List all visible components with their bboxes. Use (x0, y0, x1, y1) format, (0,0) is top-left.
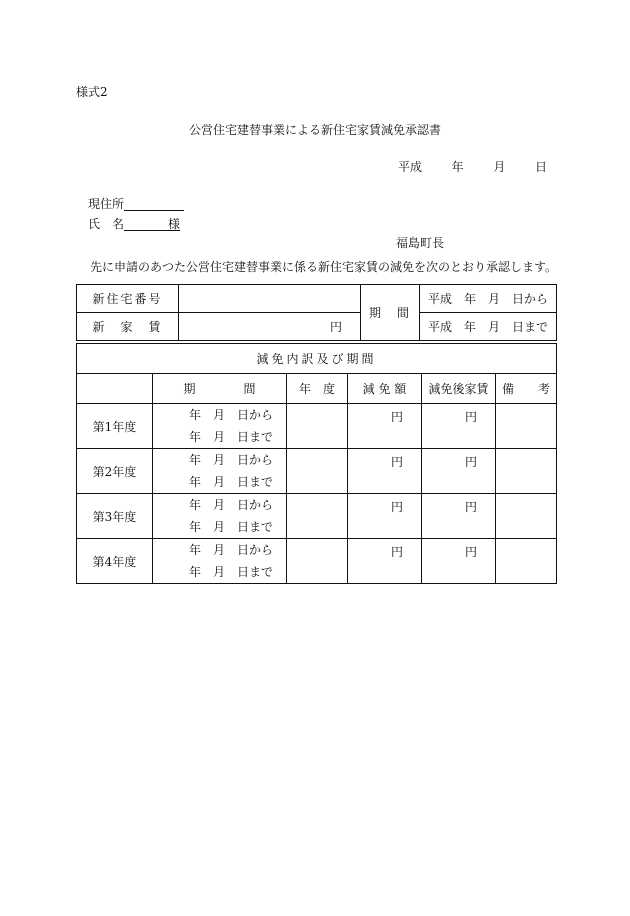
reduction-table (76, 343, 557, 584)
remarks-cell[interactable] (496, 539, 557, 584)
address-label: 現住所 (88, 197, 125, 211)
document-title: 公営住宅建替事業による新住宅家賃減免承認書 (188, 123, 441, 137)
name-label: 氏 名 (88, 217, 125, 231)
rent-after-cell[interactable] (422, 449, 496, 494)
header-fiscal-year: 年 度 (287, 374, 348, 404)
date-year: 年 (451, 160, 464, 174)
honorific: 様 (168, 217, 181, 231)
period-cell (153, 494, 287, 539)
year-label: 第4年度 (77, 539, 153, 584)
remarks-cell[interactable] (496, 449, 557, 494)
period-cell (153, 539, 287, 584)
form-number: 様式2 (76, 85, 108, 99)
yen-unit: 円 (464, 455, 477, 469)
rent-unit: 円 (329, 320, 342, 334)
yen-unit: 円 (390, 455, 403, 469)
table-row (77, 449, 557, 494)
period-label: 期 間 (361, 285, 420, 341)
issue-date (398, 160, 547, 174)
year-label: 第2年度 (77, 449, 153, 494)
fiscal-year-cell[interactable] (287, 449, 348, 494)
section-row (77, 344, 557, 374)
fiscal-year-cell[interactable] (287, 494, 348, 539)
period-to: 年 月 日まで (189, 565, 274, 579)
period-to: 年 月 日まで (189, 430, 274, 444)
year-label: 第1年度 (77, 404, 153, 449)
house-number-label: 新住宅番号 (77, 285, 179, 313)
table-row (77, 494, 557, 539)
header-reduction: 減 免 額 (348, 374, 422, 404)
header-rent-after: 減免後家賃 (422, 374, 496, 404)
date-era: 平成 (398, 160, 423, 174)
body-text: 先に申請のあつた公営住宅建替事業に係る新住宅家賃の減免を次のとおり承認します。 (90, 260, 558, 274)
rent-row (77, 313, 557, 341)
name-line (88, 217, 180, 231)
period-from: 年 月 日から (189, 543, 274, 557)
period-to: 年 月 日まで (189, 520, 274, 534)
yen-unit: 円 (390, 410, 403, 424)
remarks-cell[interactable] (496, 404, 557, 449)
reduction-cell[interactable] (348, 449, 422, 494)
house-number-field[interactable] (179, 285, 361, 313)
reduction-cell[interactable] (348, 539, 422, 584)
header-remarks: 備 考 (496, 374, 557, 404)
period-to: 年 月 日まで (189, 475, 274, 489)
period-cell (153, 449, 287, 494)
reduction-cell[interactable] (348, 494, 422, 539)
yen-unit: 円 (464, 545, 477, 559)
yen-unit: 円 (464, 410, 477, 424)
fiscal-year-cell[interactable] (287, 539, 348, 584)
reduction-cell[interactable] (348, 404, 422, 449)
date-month: 月 (493, 160, 506, 174)
yen-unit: 円 (464, 500, 477, 514)
date-day: 日 (535, 160, 548, 174)
period-to: 平成 年 月 日まで (420, 313, 557, 341)
fiscal-year-cell[interactable] (287, 404, 348, 449)
table-row (77, 404, 557, 449)
yen-unit: 円 (390, 545, 403, 559)
period-from: 年 月 日から (189, 498, 274, 512)
rent-after-cell[interactable] (422, 494, 496, 539)
rent-label: 新 家 賃 (77, 313, 179, 341)
period-cell (153, 404, 287, 449)
period-from: 年 月 日から (189, 408, 274, 422)
issuer: 福島町長 (396, 236, 445, 250)
header-row (77, 374, 557, 404)
address-blank[interactable] (124, 198, 184, 211)
year-label: 第3年度 (77, 494, 153, 539)
yen-unit: 円 (390, 500, 403, 514)
housing-row (77, 285, 557, 313)
remarks-cell[interactable] (496, 494, 557, 539)
housing-table (76, 284, 557, 341)
table-row (77, 539, 557, 584)
header-blank (77, 374, 153, 404)
name-blank[interactable] (124, 218, 180, 231)
period-from: 平成 年 月 日から (420, 285, 557, 313)
rent-after-cell[interactable] (422, 404, 496, 449)
header-period: 期 間 (153, 374, 287, 404)
rent-field[interactable] (179, 313, 361, 341)
section-title: 減免内訳及び期間 (77, 344, 557, 374)
address-line (88, 197, 184, 211)
rent-after-cell[interactable] (422, 539, 496, 584)
period-from: 年 月 日から (189, 453, 274, 467)
